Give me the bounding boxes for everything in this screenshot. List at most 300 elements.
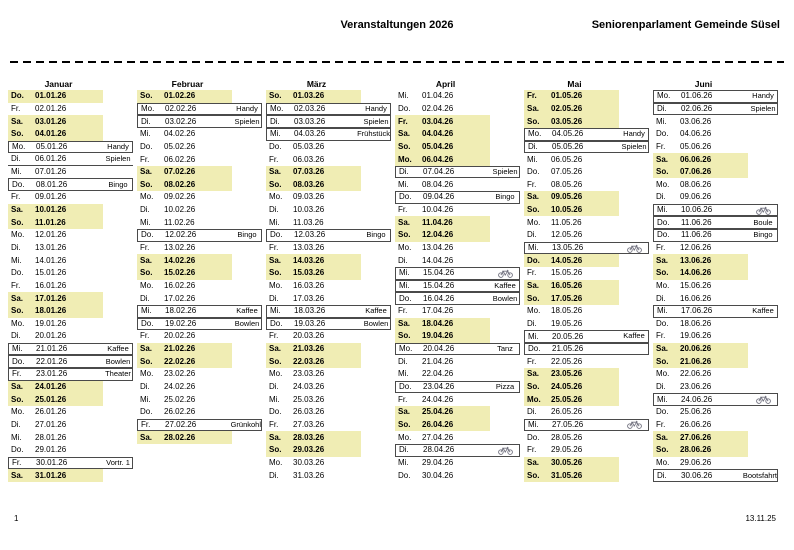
date-label: 23.05.26 [551, 369, 583, 379]
day-date [266, 431, 361, 444]
day-date [266, 393, 361, 406]
calendar-row [524, 457, 649, 470]
day-date [524, 368, 619, 381]
day-date [266, 457, 361, 470]
date-label: 27.04.26 [422, 432, 454, 442]
weekday-label: Di. [140, 382, 150, 392]
day-date [524, 305, 619, 318]
date-label: 12.02.26 [165, 230, 197, 240]
weekday-label: Di. [656, 192, 666, 202]
calendar-row [8, 166, 133, 179]
weekday-label: So. [656, 356, 669, 366]
calendar-row [137, 280, 262, 293]
day-date [9, 458, 104, 469]
date-label: 19.06.26 [680, 331, 712, 341]
calendar-row [653, 229, 778, 242]
weekday-label: Do. [140, 141, 153, 151]
day-date [395, 305, 490, 318]
weekday-label: So. [398, 331, 411, 341]
weekday-label: Do. [399, 293, 412, 303]
weekday-label: Mi. [399, 268, 410, 278]
calendar-row [524, 254, 649, 267]
weekday-label: Fr. [527, 356, 537, 366]
weekday-label: Mi. [657, 394, 668, 404]
weekday-label: Di. [269, 293, 279, 303]
day-date [9, 142, 104, 153]
calendar-row [266, 153, 391, 166]
date-label: 17.04.26 [422, 306, 454, 316]
weekday-label: Fr. [656, 331, 666, 341]
date-label: 03.03.26 [294, 116, 326, 126]
date-label: 15.04.26 [423, 268, 455, 278]
day-date [138, 104, 233, 115]
day-date [654, 306, 749, 317]
date-label: 11.05.26 [551, 217, 582, 227]
day-date [654, 394, 749, 405]
calendar-row [8, 355, 133, 368]
weekday-label: Sa. [269, 344, 282, 354]
calendar-row [395, 103, 520, 116]
day-date [266, 469, 361, 482]
date-label: 23.02.26 [164, 369, 196, 379]
month-name: Februar [171, 79, 204, 89]
calendar-row [8, 330, 133, 343]
calendar-row [653, 457, 778, 470]
bicycle-icon [756, 395, 771, 404]
date-label: 01.05.26 [551, 91, 583, 101]
date-label: 26.06.26 [680, 419, 712, 429]
date-label: 06.02.26 [164, 154, 196, 164]
bicycle-icon [627, 244, 642, 253]
event-icon-cell [749, 395, 777, 405]
day-date [395, 318, 490, 331]
weekday-label: Mo. [527, 306, 541, 316]
month-grid [8, 78, 782, 482]
event-icon-cell [491, 445, 519, 455]
weekday-label: Mo. [12, 141, 26, 151]
weekday-label: Sa. [398, 129, 411, 139]
event-label: Handy [107, 141, 129, 151]
date-label: 08.02.26 [164, 179, 196, 189]
calendar-row [266, 343, 391, 356]
date-label: 06.01.26 [35, 154, 67, 164]
weekday-label: Mi. [269, 394, 280, 404]
weekday-label: Fr. [269, 243, 279, 252]
day-date [524, 469, 619, 482]
event-label: Handy [623, 129, 645, 139]
dashed-separator [10, 61, 784, 63]
revision-date: 13.11.25 [745, 514, 776, 523]
date-label: 18.04.26 [422, 318, 454, 328]
calendar-row [137, 204, 262, 217]
day-date [524, 406, 619, 419]
weekday-label: Mo. [656, 280, 670, 290]
day-date [137, 280, 232, 293]
date-label: 17.01.26 [35, 293, 67, 303]
calendar-row [524, 305, 649, 318]
weekday-label: Sa. [398, 318, 411, 328]
calendar-row [653, 128, 778, 141]
weekday-label: So. [269, 445, 282, 455]
day-date [653, 381, 748, 394]
day-date [9, 179, 104, 190]
date-label: 06.04.26 [422, 154, 454, 164]
weekday-label: So. [11, 394, 24, 404]
calendar-row [8, 242, 133, 255]
day-date [395, 419, 490, 432]
day-date [653, 457, 748, 470]
date-label: 27.05.26 [552, 419, 584, 429]
date-label: 21.05.26 [552, 344, 584, 354]
event-label: Spielen [621, 141, 647, 151]
date-label: 01.01.26 [35, 91, 67, 101]
weekday-label: Sa. [398, 217, 411, 227]
date-label: 31.03.26 [293, 470, 325, 480]
day-date [8, 216, 103, 229]
calendar-row [137, 103, 262, 116]
weekday-label: Sa. [527, 369, 540, 379]
weekday-label: Sa. [656, 154, 669, 164]
calendar-row [395, 267, 520, 280]
event-label: Boule [753, 217, 773, 227]
date-label: 07.01.26 [35, 167, 67, 177]
day-date [8, 381, 103, 394]
calendar-row [395, 280, 520, 293]
day-date [8, 318, 103, 331]
date-label: 06.03.26 [293, 154, 325, 164]
day-date [138, 306, 233, 317]
date-label: 14.02.26 [164, 255, 196, 265]
day-date [9, 356, 104, 367]
calendar-row [8, 191, 133, 204]
calendar-row [653, 254, 778, 267]
calendar-row [395, 242, 520, 255]
date-label: 07.05.26 [551, 167, 583, 177]
calendar-row [8, 431, 133, 444]
weekday-label: Mo. [140, 369, 154, 379]
day-date [524, 381, 619, 394]
calendar-row [524, 242, 649, 255]
date-label: 29.04.26 [422, 457, 454, 467]
weekday-label: Mi. [269, 217, 280, 227]
calendar-row [395, 254, 520, 267]
calendar-row [137, 153, 262, 166]
date-label: 09.01.26 [35, 192, 67, 202]
date-label: 01.03.26 [293, 91, 325, 101]
weekday-label: Fr. [398, 394, 408, 404]
event-icon-cell [491, 268, 519, 278]
calendar-row [8, 368, 133, 381]
weekday-label: Fr. [398, 205, 408, 215]
date-label: 17.05.26 [551, 293, 583, 303]
day-date [137, 292, 232, 305]
weekday-label: Mo. [398, 154, 412, 164]
calendar-row [653, 166, 778, 179]
day-date [524, 115, 619, 128]
calendar-row [266, 330, 391, 343]
calendar-row [395, 330, 520, 343]
day-date [266, 280, 361, 293]
calendar-row [653, 406, 778, 419]
date-label: 26.03.26 [293, 407, 325, 417]
date-label: 14.01.26 [35, 255, 67, 265]
day-date [266, 242, 361, 255]
calendar-row [524, 330, 649, 343]
calendar-row [8, 343, 133, 356]
weekday-label: Sa. [656, 255, 669, 265]
weekday-label: Do. [11, 445, 24, 455]
calendar-row [266, 444, 391, 457]
event-label: Frühstück [357, 129, 390, 139]
calendar-row [524, 204, 649, 217]
day-date [137, 204, 232, 217]
day-date [524, 216, 619, 229]
weekday-label: So. [656, 167, 669, 177]
day-date [8, 242, 103, 255]
date-label: 09.02.26 [164, 192, 196, 202]
calendar-row [8, 153, 133, 166]
calendar-row [395, 343, 520, 356]
day-date [395, 128, 490, 141]
calendar-row [653, 292, 778, 305]
date-label: 30.06.26 [681, 470, 713, 480]
day-date [266, 90, 361, 103]
day-date [8, 292, 103, 305]
day-date [525, 420, 620, 431]
weekday-label: Fr. [269, 154, 279, 164]
month-name: Juni [694, 79, 713, 89]
calendar-row [266, 355, 391, 368]
date-label: 16.04.26 [423, 293, 455, 303]
calendar-row [395, 457, 520, 470]
day-date [395, 204, 490, 217]
date-label: 08.06.26 [680, 179, 712, 189]
calendar-row [137, 355, 262, 368]
calendar-row [395, 90, 520, 103]
month-name: Mai [567, 79, 582, 89]
day-date [137, 90, 232, 103]
weekday-label: Mo. [270, 103, 284, 113]
calendar-row [395, 419, 520, 432]
calendar-row [395, 166, 520, 179]
day-date [524, 444, 619, 457]
day-date [266, 191, 361, 204]
weekday-label: Di. [527, 318, 537, 328]
calendar-row [137, 229, 262, 242]
calendar-row [137, 267, 262, 280]
weekday-label: Fr. [11, 103, 21, 113]
weekday-label: Mi. [141, 306, 152, 316]
event-label: Bingo [753, 230, 773, 240]
date-label: 27.01.26 [35, 419, 67, 429]
weekday-label: Mo. [11, 230, 25, 240]
day-date [266, 419, 361, 432]
weekday-label: Di. [141, 116, 151, 126]
day-date [267, 116, 362, 127]
date-label: 30.05.26 [551, 457, 583, 467]
date-label: 02.01.26 [35, 103, 67, 113]
day-date [524, 431, 619, 444]
day-date [266, 406, 361, 419]
weekday-label: So. [11, 306, 24, 316]
date-label: 22.04.26 [422, 369, 454, 379]
weekday-label: Mo. [141, 103, 155, 113]
calendar-row [395, 216, 520, 229]
weekday-label: Fr. [269, 331, 279, 341]
calendar-row [8, 381, 133, 394]
weekday-label: Do. [11, 268, 24, 278]
calendar-row [395, 368, 520, 381]
weekday-label: Di. [398, 255, 408, 265]
date-label: 02.04.26 [422, 103, 454, 113]
day-date [654, 470, 743, 481]
calendar-row [524, 393, 649, 406]
date-label: 15.04.26 [423, 280, 455, 290]
day-date [395, 457, 490, 470]
month-column-februar [137, 78, 266, 482]
day-date [654, 230, 749, 241]
weekday-label: Di. [527, 407, 537, 417]
weekday-label: Di. [11, 419, 21, 429]
weekday-label: Fr. [656, 243, 666, 252]
weekday-label: Di. [11, 154, 21, 164]
day-date [137, 330, 232, 343]
calendar-row [8, 103, 133, 116]
weekday-label: Do. [141, 318, 154, 328]
day-date [8, 153, 103, 165]
date-label: 11.01.26 [35, 217, 66, 227]
weekday-label: Di. [269, 470, 279, 480]
date-label: 10.04.26 [422, 205, 454, 215]
date-label: 04.02.26 [164, 129, 196, 139]
day-date [653, 330, 748, 343]
date-label: 05.01.26 [36, 141, 68, 151]
date-label: 23.04.26 [423, 382, 455, 392]
day-date [396, 167, 491, 178]
calendar-row [653, 242, 778, 255]
date-label: 11.03.26 [293, 217, 324, 227]
event-icon-cell [749, 205, 777, 215]
day-date [395, 115, 490, 128]
weekday-label: So. [140, 91, 153, 101]
weekday-label: Di. [399, 167, 409, 177]
date-label: 18.02.26 [165, 306, 197, 316]
day-date [524, 318, 619, 331]
date-label: 29.05.26 [551, 445, 583, 455]
day-date [525, 344, 620, 355]
weekday-label: Mo. [269, 192, 283, 202]
day-date [266, 216, 361, 229]
day-date [524, 229, 619, 242]
event-label: Kaffee [365, 306, 387, 316]
date-label: 19.03.26 [294, 318, 326, 328]
event-icon-cell [620, 420, 648, 430]
event-label: Theater [105, 369, 131, 379]
day-date [266, 166, 361, 179]
date-label: 24.04.26 [422, 394, 454, 404]
month-column-mai [524, 78, 653, 482]
day-date [525, 331, 620, 342]
weekday-label: Do. [270, 318, 283, 328]
day-date [8, 469, 103, 482]
weekday-label: Mo. [527, 394, 541, 404]
calendar-row [266, 178, 391, 191]
day-date [8, 419, 103, 432]
organization-name: Seniorenparlament Gemeinde Süsel [591, 19, 780, 31]
calendar-row [8, 115, 133, 128]
calendar-row [524, 368, 649, 381]
day-date [137, 267, 232, 280]
calendar-row [653, 191, 778, 204]
weekday-label: Mi. [528, 331, 539, 341]
calendar-row [137, 178, 262, 191]
calendar-row [137, 166, 262, 179]
month-name: April [435, 79, 456, 89]
date-label: 09.04.26 [423, 192, 455, 202]
calendar-row [524, 355, 649, 368]
calendar-row [8, 178, 133, 191]
date-label: 07.03.26 [293, 167, 325, 177]
event-label: Kaffee [752, 306, 774, 316]
weekday-label: Mi. [270, 129, 281, 139]
calendar-row [266, 381, 391, 394]
day-date [138, 420, 231, 431]
date-label: 25.02.26 [164, 394, 196, 404]
date-label: 20.02.26 [164, 331, 196, 341]
calendar-row [137, 292, 262, 305]
day-date [8, 431, 103, 444]
weekday-label: So. [269, 179, 282, 189]
day-date [395, 178, 490, 191]
calendar-row [8, 305, 133, 318]
date-label: 24.03.26 [293, 382, 325, 392]
day-date [395, 393, 490, 406]
weekday-label: Mi. [528, 243, 539, 253]
date-label: 31.01.26 [35, 470, 67, 480]
weekday-label: Mi. [140, 129, 151, 139]
date-label: 28.06.26 [680, 445, 712, 455]
event-label: Spielen [105, 154, 131, 164]
date-label: 05.02.26 [164, 141, 196, 151]
calendar-row [524, 90, 649, 103]
weekday-label: Do. [656, 407, 669, 417]
calendar-row [524, 406, 649, 419]
date-label: 04.05.26 [552, 129, 584, 139]
weekday-label: So. [527, 293, 540, 303]
date-label: 01.02.26 [164, 91, 196, 101]
date-label: 15.05.26 [551, 268, 583, 278]
weekday-label: Mo. [656, 179, 670, 189]
weekday-label: Fr. [12, 369, 22, 379]
date-label: 07.06.26 [680, 167, 712, 177]
calendar-row [266, 305, 391, 318]
calendar-row [653, 178, 778, 191]
date-label: 16.06.26 [680, 293, 712, 303]
date-label: 28.01.26 [35, 432, 67, 442]
weekday-label: Mo. [656, 457, 670, 467]
date-label: 11.06.26 [681, 217, 712, 227]
month-column-april [395, 78, 524, 482]
date-label: 11.04.26 [422, 217, 453, 227]
day-date [524, 166, 619, 179]
date-label: 15.03.26 [293, 268, 325, 278]
day-date [266, 343, 361, 356]
day-date [267, 306, 362, 317]
calendar-row [524, 469, 649, 482]
day-date [524, 292, 619, 305]
day-date [137, 343, 232, 356]
weekday-label: Di. [657, 103, 667, 113]
